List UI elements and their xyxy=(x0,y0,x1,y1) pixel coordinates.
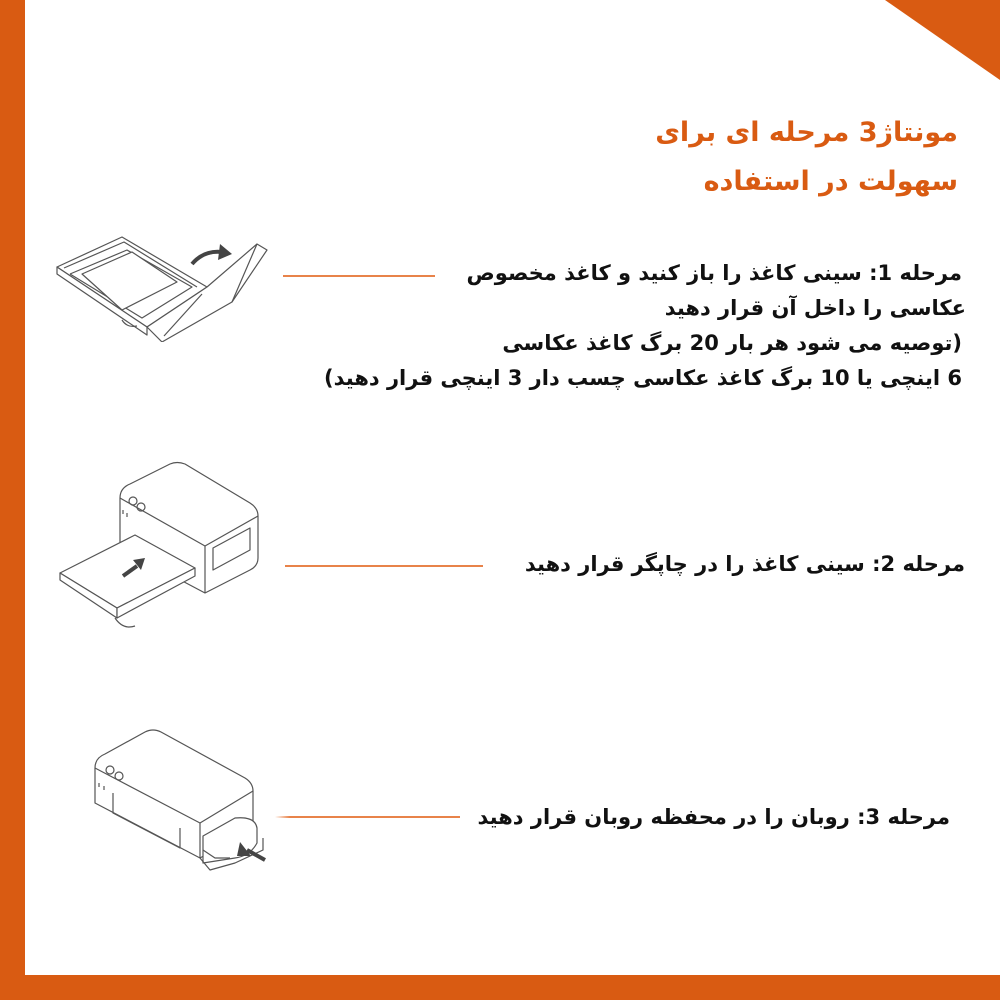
step-3-line-1: مرحله 3: روبان را در محفظه روبان قرار دهید xyxy=(477,805,950,829)
title-line-1: مونتاژ3 مرحله ای برای xyxy=(655,117,958,148)
insert-tray-into-printer-illustration xyxy=(55,458,265,638)
insert-ribbon-cartridge-illustration xyxy=(85,718,280,888)
step-1-line-4: 6 اینچی یا 10 برگ کاغذ عکاسی چسب دار 3 اینچی قرار دهید) xyxy=(324,366,962,390)
left-accent-bar xyxy=(0,0,25,1000)
step-3-text xyxy=(478,800,950,835)
title-line-2: سهولت در استفاده xyxy=(703,166,958,197)
corner-triangle-decoration xyxy=(885,0,1000,80)
step-2-connector-line xyxy=(285,565,483,567)
paper-tray-open-illustration xyxy=(52,232,272,342)
step-2-text xyxy=(525,547,965,582)
step-1-line-3: (توصیه می شود هر بار 20 برگ کاغذ عکاسی xyxy=(502,331,962,355)
step-3-connector-line xyxy=(275,816,460,818)
step-2-line-1: مرحله 2: سینی کاغذ را در چاپگر قرار دهید xyxy=(524,552,965,576)
step-1-line-1: مرحله 1: سینی کاغذ را باز کنید و کاغذ مخصوص xyxy=(466,261,962,285)
bottom-accent-bar xyxy=(0,975,1000,1000)
step-1-text xyxy=(324,256,966,396)
step-1-line-2: عکاسی را داخل آن قرار دهید xyxy=(664,296,966,320)
page-title xyxy=(398,108,958,206)
